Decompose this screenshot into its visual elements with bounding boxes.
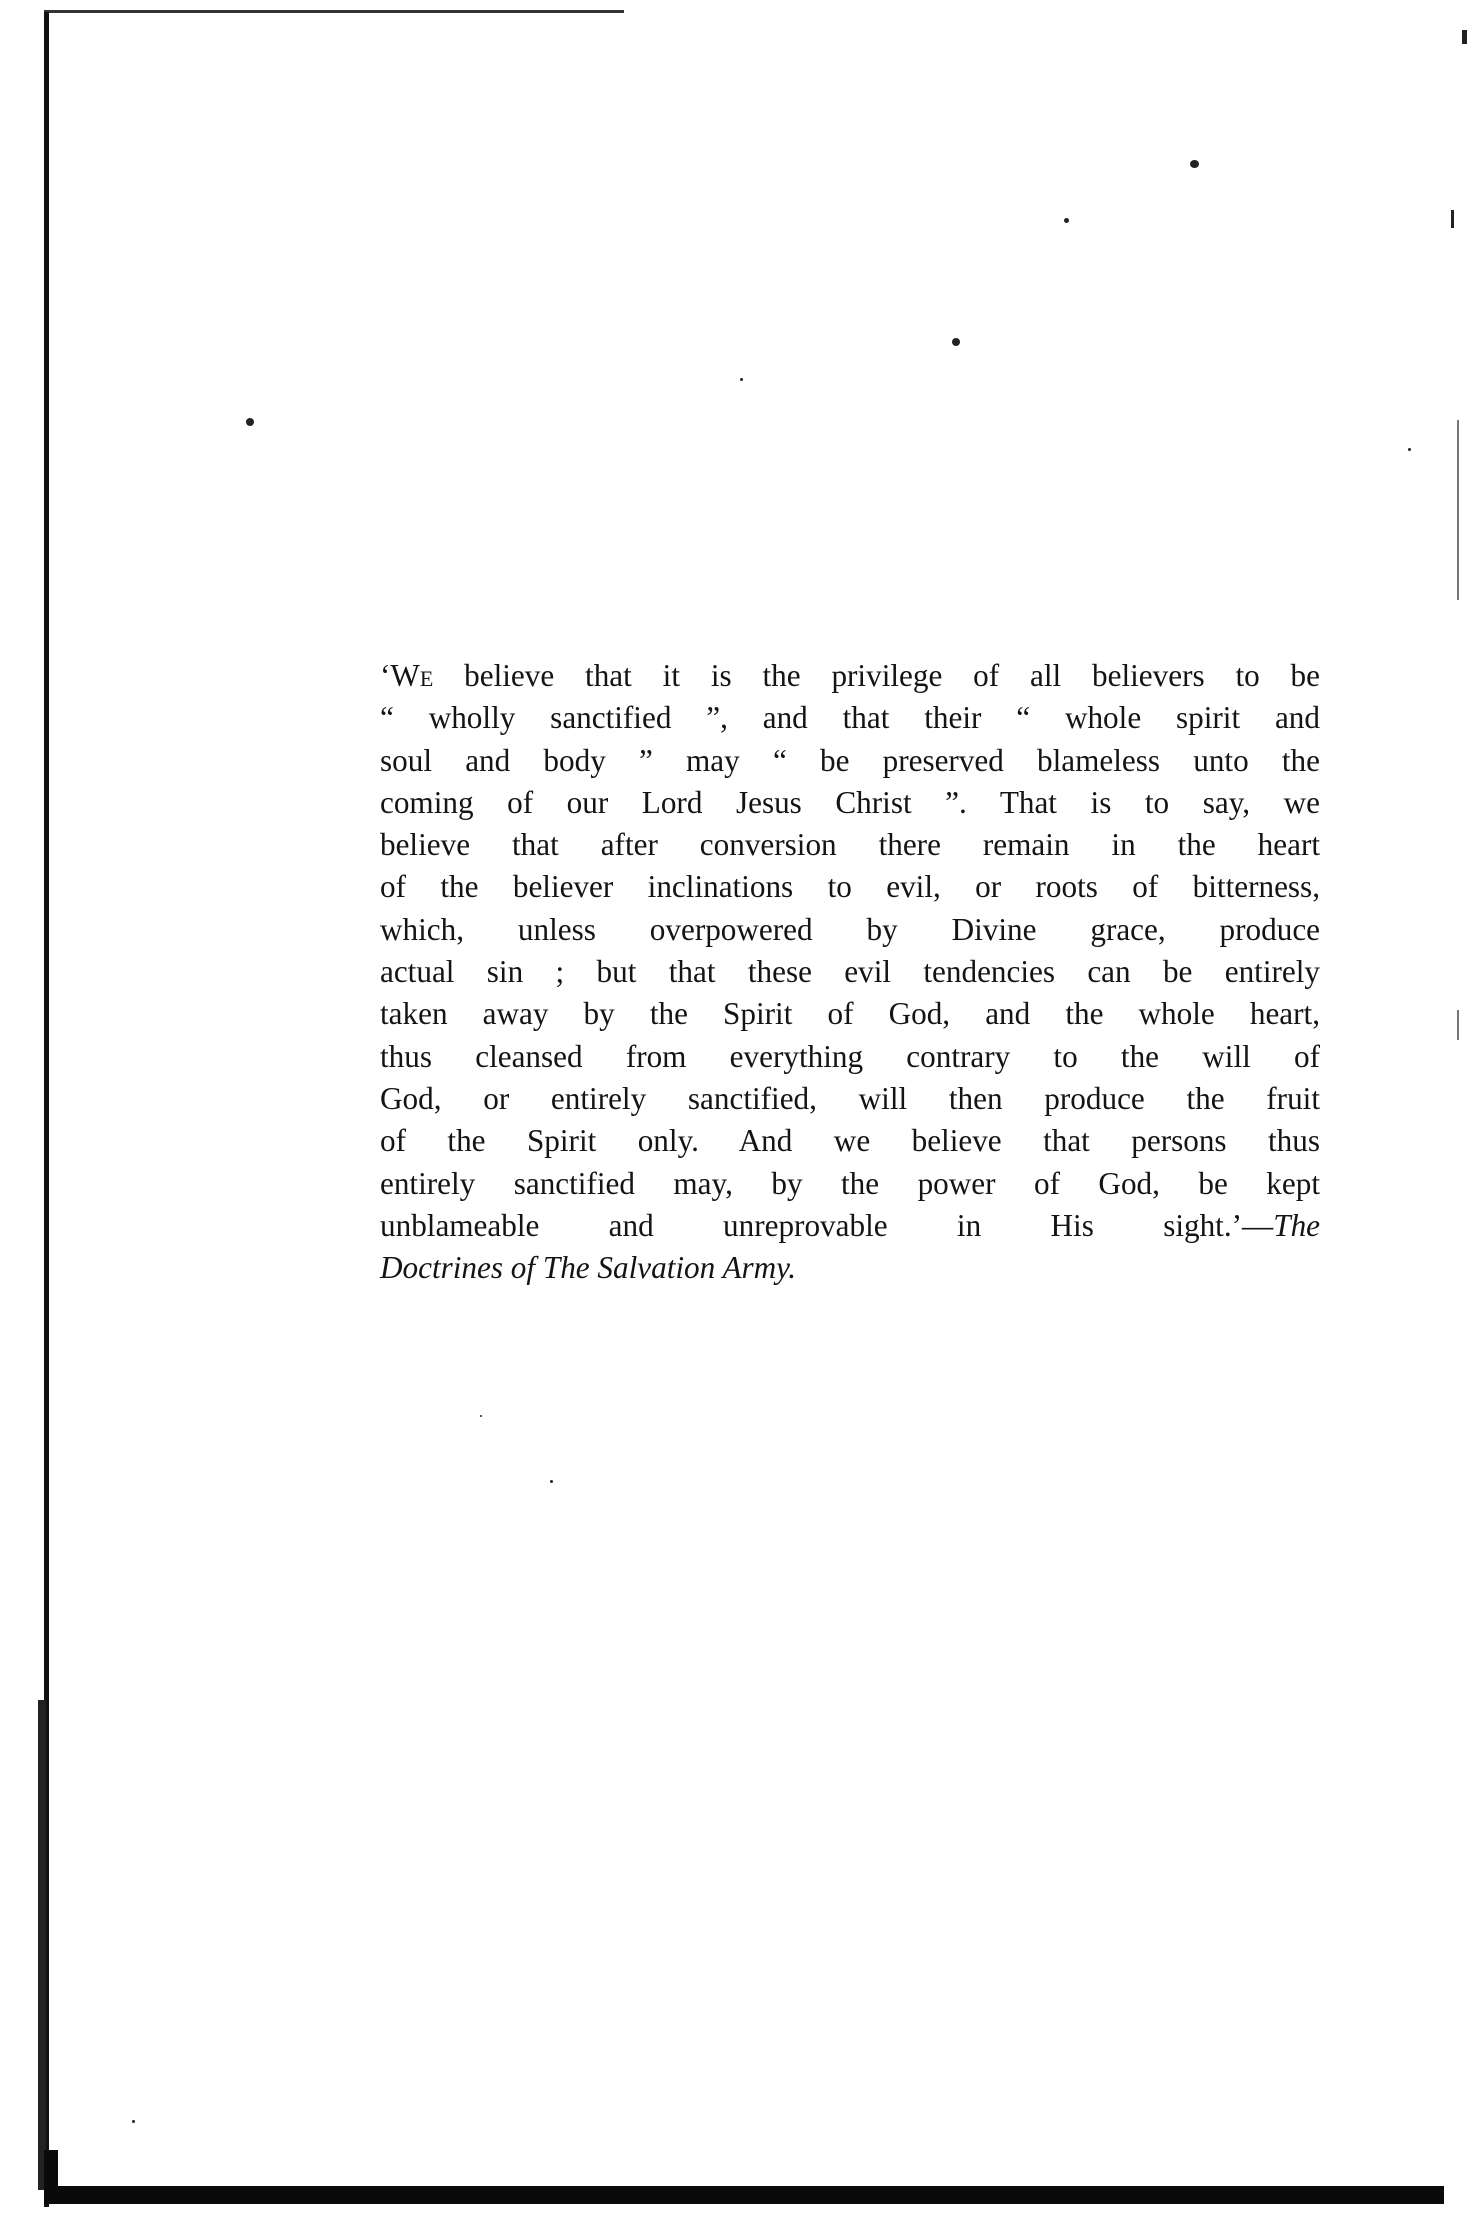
text-line <box>380 1205 1320 1247</box>
text-line <box>380 655 1320 697</box>
scan-speck <box>952 338 960 346</box>
text-line: of the Spirit only. And we believe that persons thus <box>380 1123 1320 1159</box>
scan-edge-bottom <box>44 2186 1444 2204</box>
scan-streak <box>1457 420 1459 600</box>
text-line: coming of our Lord Jesus Christ ”. That is to say, we <box>380 784 1320 820</box>
scan-speck <box>480 1415 482 1417</box>
scan-speck <box>1064 218 1069 223</box>
first-word-initial: W <box>390 658 420 693</box>
scan-mark <box>1451 210 1454 228</box>
text-line: taken away by the Spirit of God, and the whole heart, <box>380 996 1320 1032</box>
source-title-end: Doctrines of The Salvation Army. <box>380 1250 797 1286</box>
text-line: God, or entirely sanctified, will then produce the fruit <box>380 1080 1320 1116</box>
text-line: believe that after conversion there remain in the heart <box>380 827 1320 863</box>
scan-edge-left-shadow <box>38 1700 46 2190</box>
scan-streak <box>1457 1010 1459 1040</box>
scan-edge-corner <box>44 2150 58 2200</box>
scan-edge-top <box>44 10 624 13</box>
scan-speck <box>740 378 743 381</box>
text-line: “ wholly sanctified ”, and that their “ whole spirit and <box>380 700 1320 736</box>
scan-speck <box>1190 160 1199 168</box>
text-line <box>380 1247 1320 1289</box>
text-line: actual sin ; but that these evil tendencies can be entirely <box>380 954 1320 990</box>
scan-mark <box>1462 30 1467 44</box>
scan-speck <box>1408 448 1411 451</box>
text-line: which, unless overpowered by Divine grace, produce <box>380 911 1320 947</box>
text-line: of the believer inclinations to evil, or roots of bitterness, <box>380 869 1320 905</box>
scan-speck <box>246 418 254 426</box>
scan-speck <box>132 2120 135 2123</box>
opening-quote-mark: ‘ <box>380 658 391 693</box>
line-text: believe that it is the privilege of all believers to be <box>433 658 1320 693</box>
text-line: thus cleansed from everything contrary to the will of <box>380 1038 1320 1074</box>
line-text: unblameable and unreprovable in His sight.’— <box>380 1207 1274 1243</box>
text-line: entirely sanctified may, by the power of God, be kept <box>380 1165 1320 1201</box>
scan-speck <box>550 1480 553 1483</box>
first-word-rest: e <box>419 658 434 693</box>
source-title-start: The <box>1273 1207 1320 1243</box>
text-line: soul and body ” may “ be preserved blameless unto the <box>380 742 1320 778</box>
first-word <box>390 658 433 693</box>
quotation-paragraph <box>380 655 1320 1289</box>
